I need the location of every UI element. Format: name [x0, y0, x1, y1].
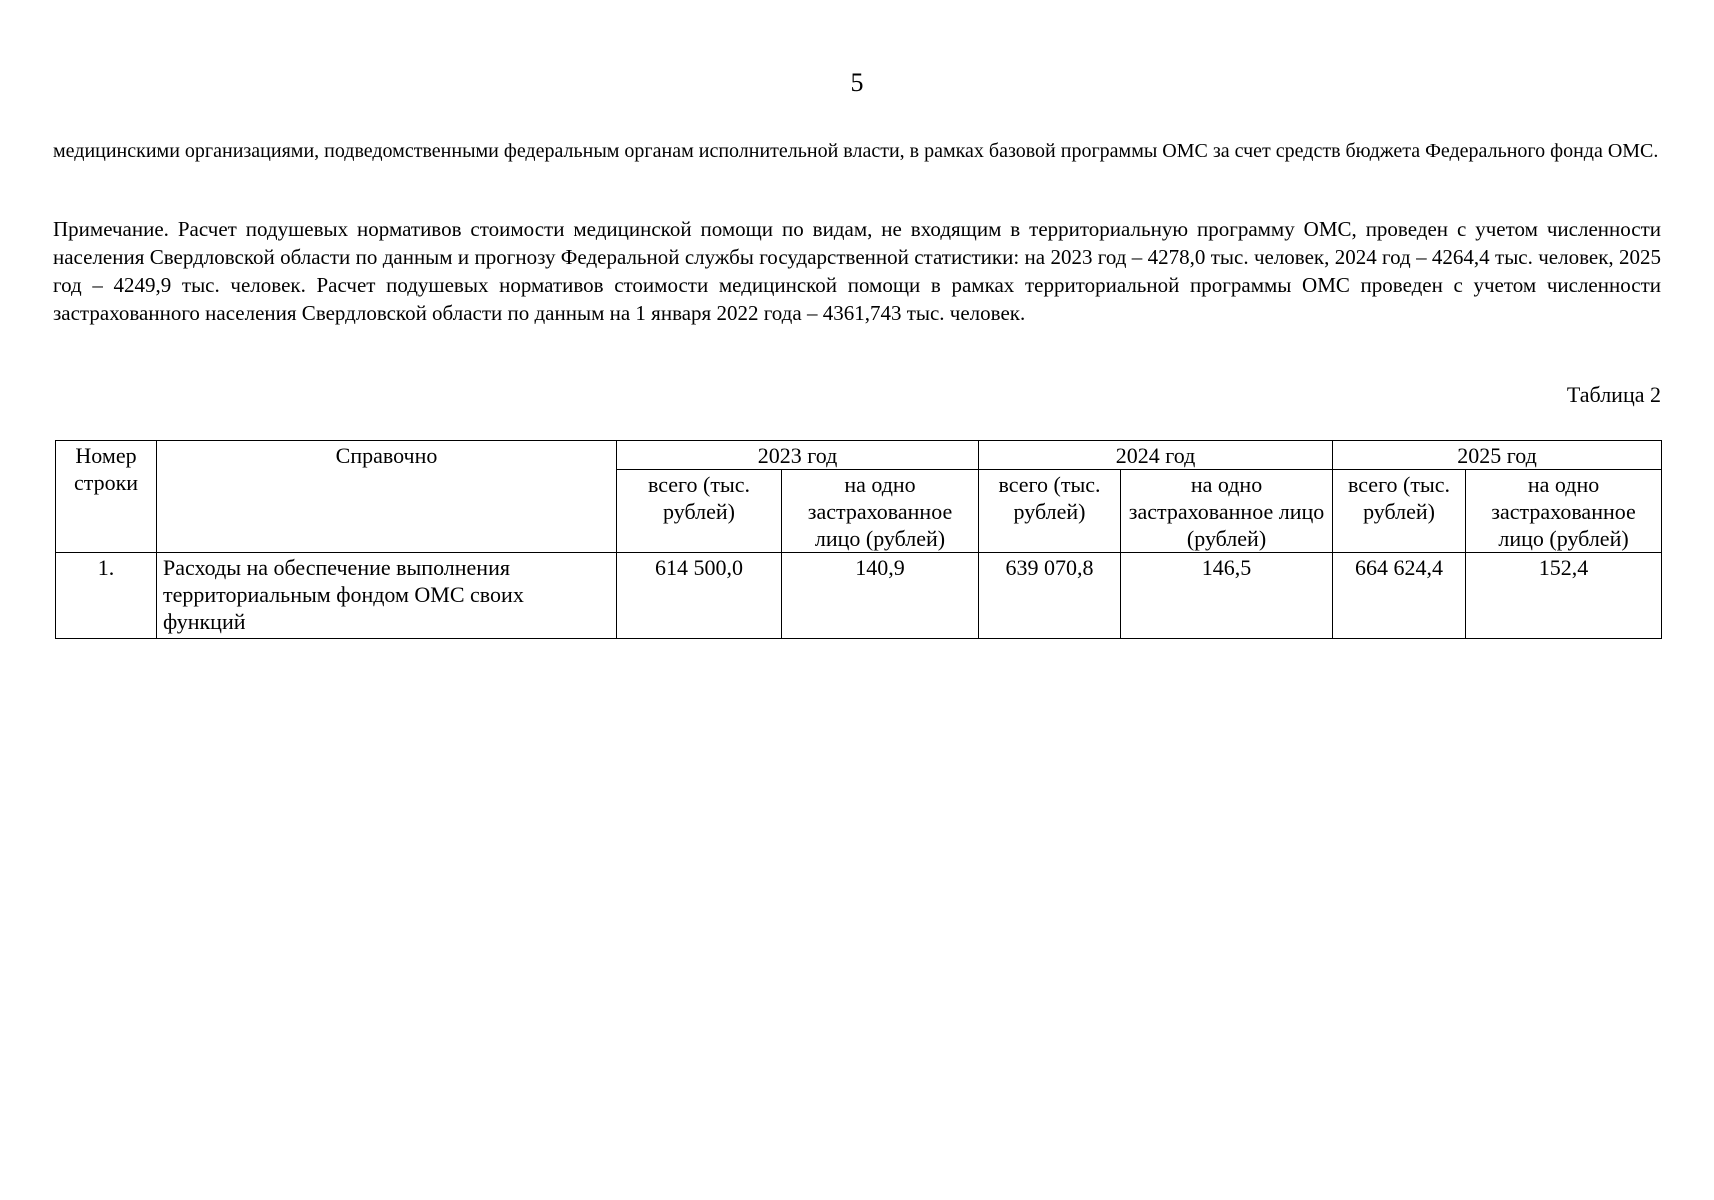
header-year-2023: 2023 год: [617, 441, 979, 470]
header-reference: Справочно: [157, 441, 617, 553]
value-per-person-2023: 140,9: [782, 553, 979, 639]
header-row-number: Номер строки: [56, 441, 157, 553]
value-total-2024: 639 070,8: [979, 553, 1121, 639]
header-per-person-2025: на одно застрахованное лицо (рублей): [1466, 470, 1662, 553]
header-total-2024: всего (тыс. рублей): [979, 470, 1121, 553]
header-year-2024: 2024 год: [979, 441, 1333, 470]
value-per-person-2025: 152,4: [1466, 553, 1662, 639]
table-header-row-years: [56, 441, 1662, 470]
header-per-person-2024: на одно застрахованное лицо (рублей): [1121, 470, 1333, 553]
value-total-2023: 614 500,0: [617, 553, 782, 639]
header-total-2025: всего (тыс. рублей): [1333, 470, 1466, 553]
expenses-table: [55, 440, 1662, 639]
paragraph-note: Примечание. Расчет подушевых нормативов стоимости медицинской помощи по видам, не входящим в территориальную программу ОМС, проведен с учетом численности населения Свердловской области по данным и прогнозу Федеральной службы государственной статистики: на 2023 год – 4278,0 тыс. человек, 2024 год – 4264,4 тыс. человек, 2025 год – 4249,9 тыс. человек. Расчет подушевых нормативов стоимости медицинской помощи в рамках территориальной программы ОМС проведен с учетом численности застрахованного населения Свердловской области по данным на 1 января 2022 года – 4361,743 тыс. человек.: [53, 217, 1661, 325]
table-caption: Таблица 2: [1566, 382, 1661, 407]
table-row: [56, 553, 1662, 639]
header-per-person-2023: на одно застрахованное лицо (рублей): [782, 470, 979, 553]
value-total-2025: 664 624,4: [1333, 553, 1466, 639]
value-per-person-2024: 146,5: [1121, 553, 1333, 639]
row-description-cell: Расходы на обеспечение выполнения территориальным фондом ОМС своих функций: [157, 553, 617, 639]
row-number-cell: 1.: [56, 553, 157, 639]
page-number: 5: [850, 68, 864, 97]
paragraph-continuation: медицинскими организациями, подведомственными федеральным органам исполнительной власти, в рамках базовой программы ОМС за счет средств бюджета Федерального фонда ОМС.: [53, 140, 1659, 162]
header-year-2025: 2025 год: [1333, 441, 1662, 470]
header-total-2023: всего (тыс. рублей): [617, 470, 782, 553]
